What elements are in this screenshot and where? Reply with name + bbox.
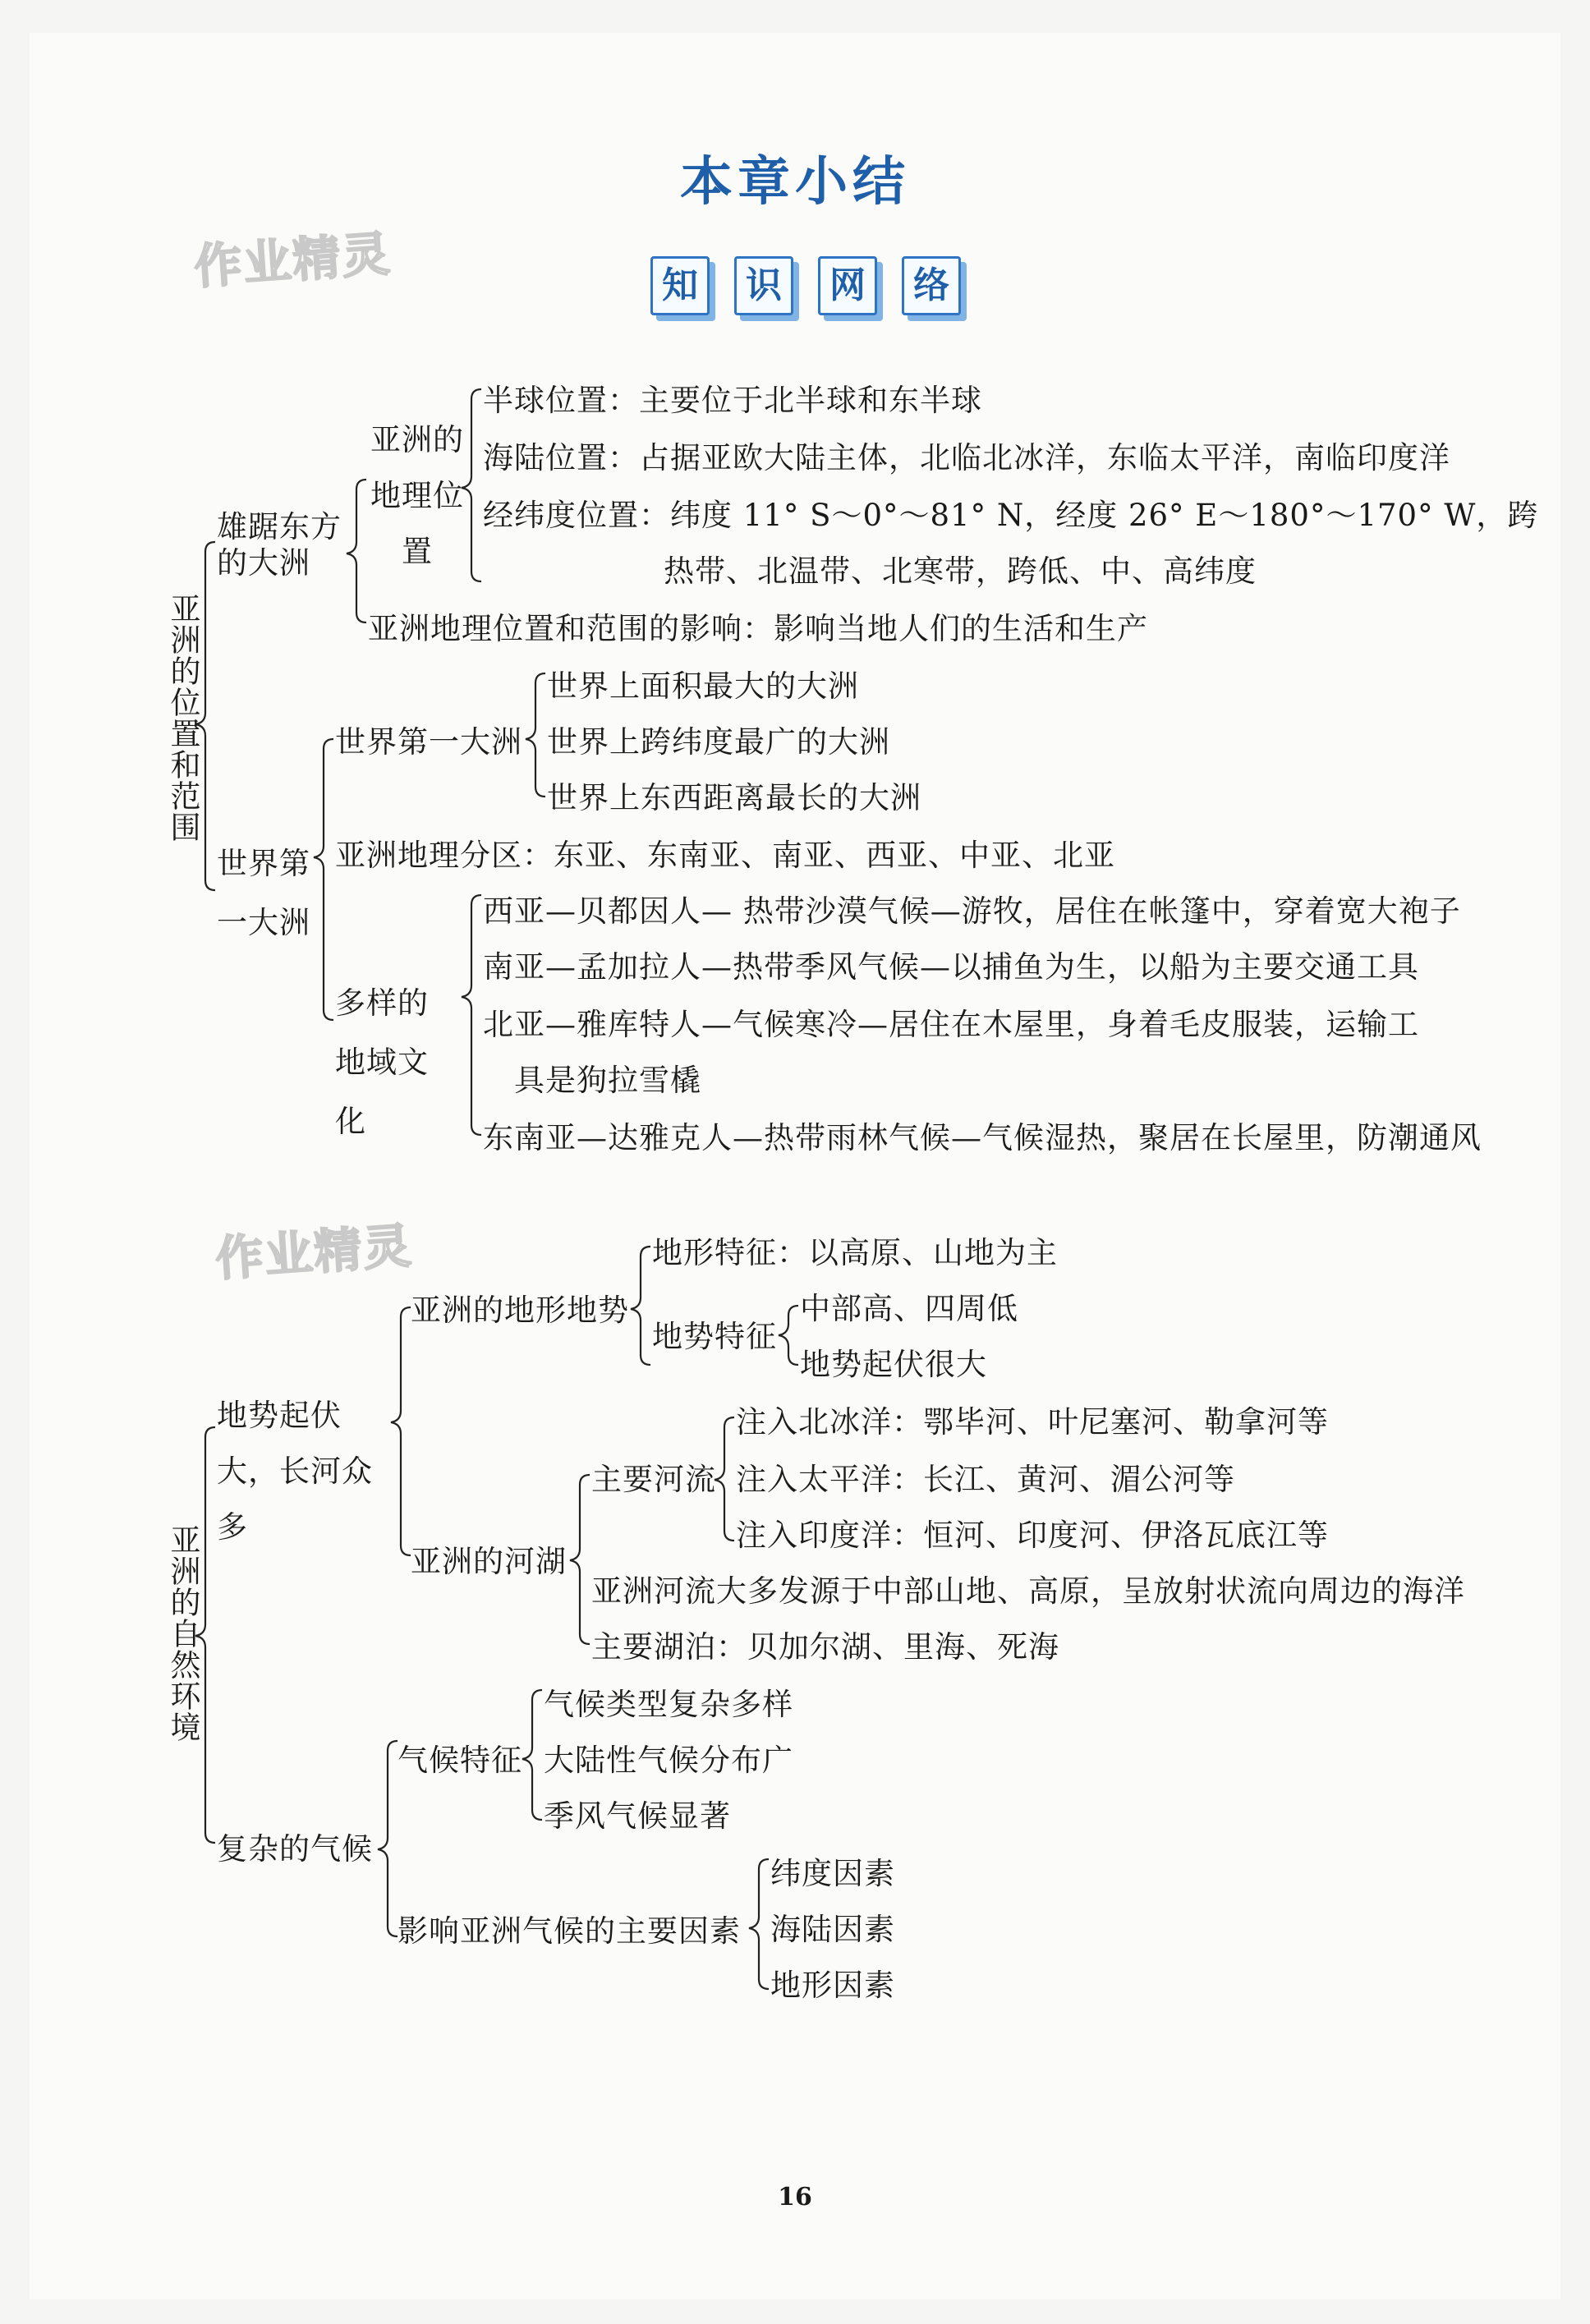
map2-node-slope: 地势特征	[652, 1319, 777, 1354]
map1-b3-item: 西亚—贝都因人— 热带沙漠气候—游牧，居住在帐篷中，穿着宽大袍子	[483, 893, 1461, 929]
page-title: 本章小结	[680, 152, 910, 213]
brace	[522, 1690, 542, 1820]
map2-slope-item: 中部高、四周低	[800, 1291, 1018, 1326]
map1-node-a-loc: 亚洲的地理位置	[370, 422, 464, 569]
brace	[378, 1741, 398, 1936]
brace	[631, 1247, 650, 1365]
map2-main-rivers-item: 注入北冰洋：鄂毕河、叶尼塞河、勒拿河等	[736, 1404, 1329, 1440]
watermark: 作业精灵	[214, 1217, 415, 1288]
map2-main-rivers-item: 注入太平洋：长江、黄河、湄公河等	[736, 1462, 1235, 1497]
map2-node-b: 复杂的气候	[217, 1831, 373, 1867]
map2-node-terrain: 亚洲的地形地势	[411, 1293, 629, 1328]
brace	[526, 673, 545, 797]
map1-b3-item: 南亚—孟加拉人—热带季风气候—以捕鱼为生，以船为主要交通工具	[483, 949, 1419, 985]
map1-node-b: 世界第一大洲	[217, 846, 310, 940]
map1-node-b1: 世界第一大洲	[335, 724, 522, 760]
map2-slope-item: 地势起伏很大	[800, 1347, 987, 1382]
map1-a-loc-item: 海陆位置：占据亚欧大陆主体，北临北冰洋，东临太平洋，南临印度洋	[483, 440, 1450, 475]
brace	[462, 895, 481, 1135]
map1-b1-item: 世界上跨纬度最广的大洲	[547, 724, 890, 760]
map1-root: 亚洲的位置和范围	[165, 593, 200, 843]
section-char: 络	[902, 256, 961, 315]
watermark: 作业精灵	[192, 225, 393, 296]
map1-b3-item: 具是狗拉雪橇	[514, 1063, 701, 1098]
brace	[779, 1306, 798, 1365]
map1-node-b3: 多样的地域文化	[335, 985, 429, 1139]
map2-climate-feature-item: 气候类型复杂多样	[544, 1687, 793, 1722]
section-char: 知	[650, 256, 710, 315]
map1-b1-item: 世界上面积最大的大洲	[547, 668, 859, 704]
page-number: 16	[778, 2183, 812, 2211]
section-char: 网	[818, 256, 877, 315]
map2-climate-feature-item: 大陆性气候分布广	[544, 1743, 793, 1778]
map2-node-a: 地势起伏大，长河众多	[217, 1398, 373, 1545]
map2-node-climate-factors: 影响亚洲气候的主要因素	[398, 1913, 741, 1949]
map2-node-main-rivers: 主要河流	[591, 1462, 716, 1497]
map2-rivers-source: 亚洲河流大多发源于中部山地、高原，呈放射状流向周边的海洋	[591, 1573, 1465, 1609]
brace	[715, 1417, 734, 1541]
map1-b3-item: 北亚—雅库特人—气候寒冷—居住在木屋里，身着毛皮服装，运输工	[483, 1007, 1419, 1042]
map2-climate-factor-item: 地形因素	[770, 1968, 895, 2003]
map1-a-influence: 亚洲地理位置和范围的影响：影响当地人们的生活和生产	[368, 611, 1148, 646]
map2-node-climate-features: 气候特征	[398, 1743, 522, 1778]
map2-root: 亚洲的自然环境	[165, 1524, 200, 1743]
map2-climate-factor-item: 海陆因素	[770, 1912, 895, 1947]
map2-climate-factor-item: 纬度因素	[770, 1856, 895, 1891]
map2-main-rivers-item: 注入印度洋：恒河、印度河、伊洛瓦底江等	[736, 1518, 1329, 1553]
section-char: 识	[734, 256, 793, 315]
map1-a-loc-item: 经纬度位置：纬度 11° S～0°～81° N，经度 26° E～180°～170° W，跨	[483, 498, 1539, 533]
map2-climate-feature-item: 季风气候显著	[544, 1798, 731, 1834]
map2-terrain-feature: 地形特征：以高原、山地为主	[652, 1235, 1058, 1270]
brace	[749, 1859, 769, 1989]
map1-a-loc-item: 热带、北温带、北寒带，跨低、中、高纬度	[664, 553, 1257, 589]
map1-node-b2: 亚洲地理分区：东亚、东南亚、南亚、西亚、中亚、北亚	[335, 838, 1115, 873]
map1-a-loc-item: 半球位置：主要位于北半球和东半球	[483, 383, 982, 418]
map2-node-rivers: 亚洲的河湖	[411, 1544, 567, 1579]
map1-node-a: 雄踞东方的大洲	[217, 509, 342, 581]
map1-b3-item: 东南亚—达雅克人—热带雨林气候—气候湿热，聚居在长屋里，防潮通风	[483, 1120, 1482, 1155]
map2-lakes: 主要湖泊：贝加尔湖、里海、死海	[591, 1629, 1059, 1665]
map1-b1-item: 世界上东西距离最长的大洲	[547, 780, 921, 815]
brace	[570, 1475, 590, 1644]
